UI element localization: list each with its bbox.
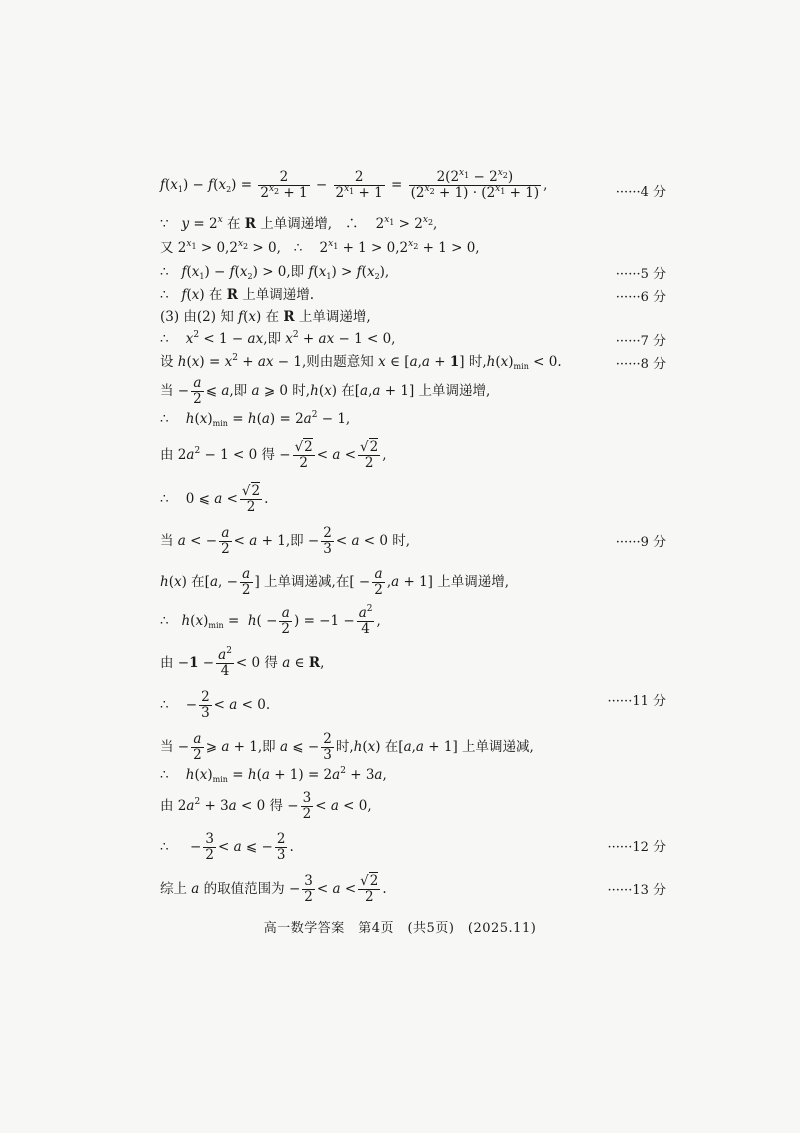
- solution-line-4: ∴ $f(x_1) - f(x_2) > 0$,即 $f(x_1) > f(x_2)$,: [160, 264, 390, 281]
- solution-line-10: ∴ $h(x)_{min} = h(a) = 2a^2 - 1$,: [160, 410, 351, 428]
- score-mark: ······9 分: [615, 535, 666, 550]
- solution-line-15: ∴ $h(x)_{min} = h$( − $\frac{a}{2}$ ) = −1 − $\frac{a^2}{4}$ ,: [160, 604, 381, 637]
- solution-line-6: (3) 由(2) 知 f(x) 在 R 上单调递增,: [160, 309, 371, 325]
- solution-line-9: 当 − $\frac{a}{2}$ ⩽ a,即 a ⩾ 0 时,h(x) 在[a,a + 1] 上单调递增,: [160, 375, 491, 407]
- solution-line-12: ∴ 0 ⩽ a < $\frac{√2}{2}$ .: [160, 483, 269, 515]
- score-mark: ······5 分: [615, 267, 666, 282]
- score-mark: ······6 分: [615, 290, 666, 305]
- score-mark: ······12 分: [607, 840, 666, 855]
- solution-line-14: h(x) 在[a, − $\frac{a}{2}$ ] 上单调递减,在[ − $\frac{a}{2}$ ,a + 1] 上单调递增,: [160, 566, 510, 598]
- solution-line-7: ∴ $x^2 < 1$ − ax,即 $x^2$ + ax − 1 < 0,: [160, 330, 396, 347]
- solution-line-13: 当 a < − $\frac{a}{2}$ < a + 1,即 − $\frac{2}{3}$ < a < 0 时,: [160, 525, 411, 557]
- score-mark: ······4 分: [615, 185, 666, 200]
- score-mark: ······8 分: [615, 357, 666, 372]
- score-mark: ······7 分: [615, 334, 666, 349]
- solution-line-11: 由 $2a^2 - 1 < 0$ 得 − $\frac{√2}{2}$ < a < $\frac{√2}{2}$ ,: [160, 439, 387, 471]
- solution-line-17: ∴ − $\frac{2}{3}$ < a < 0.: [160, 689, 271, 721]
- solution-line-22: 综上 a 的取值范围为 − $\frac{3}{2}$ < a < $\frac{√2}{2}$ .: [160, 873, 387, 905]
- score-mark: ······11 分: [607, 694, 666, 709]
- solution-line-2: ∵ $y = 2^x$ 在 R 上单调递增, ∴ $2^{x_1} > 2^{x_2}$,: [160, 215, 438, 232]
- solution-line-1: $f(x_1) - f(x_2)$ = $\frac{2}{2^{x_2} + 1}$ − $\frac{2}{2^{x_1} + 1}$ = $\frac{2(2^{x_1} - 2^{x_2})}{(2^{x_2} + 1) \cdot (2^{x_1} + 1)}$ ,: [160, 168, 548, 201]
- solution-line-19: ∴ $h(x)_{min} = h(a + 1) = 2a^2 + 3a$,: [160, 766, 387, 784]
- solution-line-8: 设 $h(x) = x^2$ + ax − 1,则由题意知 x ∈ [a,a + 1] 时$,h(x)_{min} < 0$.: [160, 353, 562, 371]
- solution-line-16: 由 −1 − $\frac{a^2}{4}$ < 0 得 a ∈ R,: [160, 646, 325, 679]
- solution-line-3: 又 $2^{x_1} > 0,2^{x_2} > 0$, ∴ $2^{x_1} + 1 > 0,2^{x_2} + 1 > 0$,: [160, 239, 480, 256]
- score-mark: ······13 分: [607, 883, 666, 898]
- solution-line-20: 由 $2a^2 + 3a < 0$ 得 − $\frac{3}{2}$ < a < 0,: [160, 790, 372, 822]
- solution-line-18: 当 − $\frac{a}{2}$ ⩾ a + 1,即 a ⩽ − $\frac{2}{3}$ 时,h(x) 在[a,a + 1] 上单调递减,: [160, 731, 534, 763]
- solution-line-21: ∴ − $\frac{3}{2}$ < a ⩽ − $\frac{2}{3}$ .: [160, 831, 294, 863]
- solution-line-5: ∴ f(x) 在 R 上单调递增.: [160, 287, 315, 303]
- page-footer: 高一数学答案 第4页 (共5页) (2025.11): [263, 921, 537, 936]
